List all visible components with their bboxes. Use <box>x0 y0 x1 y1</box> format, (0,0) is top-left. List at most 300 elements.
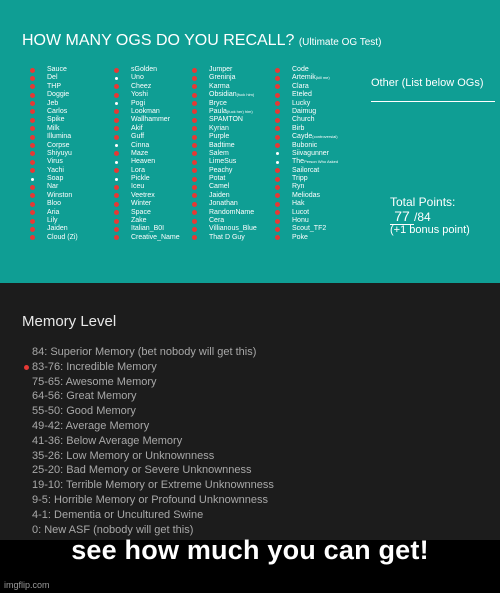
og-name-text: Del <box>47 74 58 82</box>
og-name-item <box>209 167 257 175</box>
og-name-item <box>47 192 78 200</box>
og-name-text: Akif <box>131 124 143 132</box>
og-name-text: Kyrian <box>209 124 229 132</box>
og-name-text: Italian_B0I <box>131 225 165 233</box>
og-name-note: (kill me) <box>315 75 330 81</box>
og-name-text: Milk <box>47 124 60 132</box>
og-name-text: Poke <box>292 233 308 241</box>
memory-level-text: 41-36: Below Average Memory <box>32 434 183 447</box>
memory-level-text: 64-56: Great Memory <box>32 390 137 403</box>
og-name-item <box>209 142 257 150</box>
og-name-text: Lucot <box>292 208 310 216</box>
og-name-item <box>131 217 180 225</box>
og-name-text: Iceu <box>131 183 145 191</box>
name-column-3 <box>209 66 257 242</box>
marked-dot-icon <box>114 135 119 140</box>
og-name-text: Yoshi <box>131 91 148 99</box>
og-name-text: Winter <box>131 200 152 208</box>
unmarked-dot-icon <box>115 161 118 164</box>
memory-level-text: 83-76: Incredible Memory <box>32 360 157 373</box>
og-name-text: Jonathan <box>209 200 238 208</box>
og-name-text: Sailorcat <box>292 166 320 174</box>
watermark: imgflip.com <box>4 580 50 590</box>
og-name-text: Purple <box>209 133 230 141</box>
og-name-item <box>209 100 257 108</box>
marked-dot-icon <box>275 126 280 131</box>
og-name-item <box>47 167 78 175</box>
memory-level-text: 4-1: Dementia or Uncultured Swine <box>32 508 204 521</box>
og-name-item <box>131 66 180 74</box>
og-name-item <box>209 150 257 158</box>
memory-level-item <box>32 404 274 419</box>
marked-dot-icon <box>192 160 197 165</box>
marked-dot-icon <box>30 160 35 165</box>
og-name-text: LimeSus <box>209 158 237 166</box>
og-name-text: That D Guy <box>209 233 245 241</box>
og-name-text: Cayde <box>292 133 313 141</box>
og-name-text: Cheez <box>131 82 152 90</box>
marked-dot-icon <box>30 185 35 190</box>
og-name-item <box>131 234 180 242</box>
marked-dot-icon <box>114 168 119 173</box>
og-name-item <box>292 83 338 91</box>
marked-dot-icon <box>192 185 197 190</box>
marked-dot-icon <box>30 109 35 114</box>
marked-dot-icon <box>192 202 197 207</box>
marked-dot-icon <box>275 219 280 224</box>
og-test-title: HOW MANY OGS DO YOU RECALL? (Ultimate OG Test) <box>22 32 382 49</box>
marked-dot-icon <box>275 210 280 215</box>
og-name-item <box>47 125 78 133</box>
og-name-text: Tripp <box>292 175 308 183</box>
memory-level-text: 25-20: Bad Memory or Severe Unknownness <box>32 464 252 477</box>
marked-dot-icon <box>192 210 197 215</box>
memory-level-text: 35-26: Low Memory or Unknownness <box>32 449 215 462</box>
og-name-text: Illumina <box>47 133 72 141</box>
og-name-item <box>131 167 180 175</box>
og-name-text: SPAMTON <box>209 116 243 124</box>
og-name-item <box>131 158 180 166</box>
og-name-text: Daimug <box>292 107 317 115</box>
og-name-item <box>47 66 78 74</box>
marked-dot-icon <box>114 185 119 190</box>
og-name-text: Cloud (Zi) <box>47 233 78 241</box>
og-name-text: Siivagunner <box>292 149 329 157</box>
unmarked-dot-icon <box>276 161 279 164</box>
og-name-item <box>47 217 78 225</box>
og-test-panel <box>0 0 500 283</box>
og-name-item <box>292 100 338 108</box>
marked-dot-icon <box>30 93 35 98</box>
og-name-item <box>292 142 338 150</box>
og-name-note: (controversial) <box>312 134 338 140</box>
og-name-item <box>292 91 338 99</box>
og-name-item <box>292 108 338 116</box>
og-name-item <box>292 125 338 133</box>
memory-level-text: 55-50: Good Memory <box>32 405 136 418</box>
marked-dot-icon <box>192 143 197 148</box>
og-name-item <box>131 91 180 99</box>
marked-dot-icon <box>275 168 280 173</box>
og-name-item <box>292 167 338 175</box>
og-name-item <box>292 192 338 200</box>
og-name-text: Lookman <box>131 107 160 115</box>
og-name-text: Cera <box>209 217 225 225</box>
og-name-text: Paula <box>209 107 227 115</box>
og-name-text: THP <box>47 82 61 90</box>
og-name-text: Carlos <box>47 107 68 115</box>
og-name-text: Winston <box>47 191 73 199</box>
og-name-item <box>47 158 78 166</box>
og-name-text: Cinna <box>131 141 150 149</box>
og-name-item <box>209 200 257 208</box>
memory-level-item <box>32 345 274 360</box>
og-name-item <box>292 175 338 183</box>
marked-dot-icon <box>275 84 280 89</box>
memory-level-text: 0: New ASF (nobody will get this) <box>32 523 194 536</box>
og-name-item <box>131 125 180 133</box>
og-name-text: Pickle <box>131 175 150 183</box>
marked-dot-icon <box>192 235 197 240</box>
memory-level-item <box>32 493 274 508</box>
og-name-item <box>131 108 180 116</box>
og-name-text: Maze <box>131 149 149 157</box>
marked-dot-icon <box>114 68 119 73</box>
unmarked-dot-icon <box>276 152 279 155</box>
og-name-item <box>131 183 180 191</box>
og-name-item <box>292 183 338 191</box>
marked-dot-icon <box>192 101 197 106</box>
marked-dot-icon <box>192 193 197 198</box>
og-name-item <box>292 150 338 158</box>
marked-dot-icon <box>114 118 119 123</box>
og-name-item <box>47 183 78 191</box>
og-name-item <box>47 116 78 124</box>
memory-level-text: 84: Superior Memory (bet nobody will get this) <box>32 346 257 358</box>
name-column-4 <box>292 66 338 242</box>
og-name-item <box>47 142 78 150</box>
memory-level-item <box>32 434 274 449</box>
marked-dot-icon <box>30 193 35 198</box>
marked-dot-icon <box>192 68 197 73</box>
memory-level-item <box>32 508 274 523</box>
og-name-item <box>292 209 338 217</box>
marked-dot-icon <box>30 84 35 89</box>
marked-dot-icon <box>30 126 35 131</box>
score-max: /84 <box>414 210 431 224</box>
og-name-text: Eteled <box>292 91 312 99</box>
og-name-item <box>209 74 257 82</box>
marked-dot-icon <box>275 143 280 148</box>
marked-dot-icon <box>30 168 35 173</box>
og-name-text: sGolden <box>131 66 158 73</box>
og-name-item <box>209 91 257 99</box>
marked-dot-icon <box>275 93 280 98</box>
og-name-item <box>131 225 180 233</box>
marked-dot-icon <box>30 151 35 156</box>
og-name-text: Camel <box>209 183 230 191</box>
marked-dot-icon <box>275 68 280 73</box>
og-name-item <box>292 133 338 141</box>
og-name-text: Jumper <box>209 66 233 73</box>
og-name-item <box>47 83 78 91</box>
og-name-text: Church <box>292 116 315 124</box>
og-name-item <box>292 200 338 208</box>
marked-dot-icon <box>192 109 197 114</box>
name-column-2 <box>131 66 180 242</box>
og-name-text: Nar <box>47 183 59 191</box>
og-name-item <box>47 150 78 158</box>
marked-dot-icon <box>114 109 119 114</box>
memory-level-item <box>32 478 274 493</box>
og-name-text: Uno <box>131 74 144 82</box>
og-name-text: Guff <box>131 133 145 141</box>
og-name-item <box>209 192 257 200</box>
marked-dot-icon <box>30 219 35 224</box>
og-name-item <box>209 133 257 141</box>
og-name-text: Bloo <box>47 200 62 208</box>
og-name-item <box>131 209 180 217</box>
og-name-text: Creative_Name <box>131 233 180 241</box>
marked-dot-icon <box>275 227 280 232</box>
memory-level-title: Memory Level <box>22 313 117 330</box>
og-name-text: Aria <box>47 208 60 216</box>
marked-dot-icon <box>30 210 35 215</box>
og-name-item <box>47 234 78 242</box>
og-name-text: Birb <box>292 124 305 132</box>
marked-dot-icon <box>114 235 119 240</box>
marked-dot-icon <box>192 126 197 131</box>
og-name-item <box>131 83 180 91</box>
og-name-note: (fuck him) <box>236 92 255 98</box>
og-name-item <box>131 100 180 108</box>
og-name-item <box>47 91 78 99</box>
og-name-item <box>209 217 257 225</box>
og-name-text: Scout_TF2 <box>292 225 327 233</box>
og-name-text: Clara <box>292 82 309 90</box>
og-name-item <box>292 158 338 166</box>
og-name-text: Code <box>292 66 309 73</box>
total-points-label: Total Points: <box>390 195 456 209</box>
og-name-text: Badtime <box>209 141 235 149</box>
og-name-item <box>209 234 257 242</box>
og-name-item <box>209 108 257 116</box>
og-name-text: Heaven <box>131 158 156 166</box>
memory-level-list <box>32 345 274 537</box>
memory-level-text: 19-10: Terrible Memory or Extreme Unknownness <box>32 479 274 492</box>
og-name-item <box>209 158 257 166</box>
og-name-text: The <box>292 158 305 166</box>
og-name-item <box>47 108 78 116</box>
marked-dot-icon <box>30 227 35 232</box>
og-name-text: Yachi <box>47 166 64 174</box>
total-points-score <box>390 208 431 225</box>
marked-dot-icon <box>30 68 35 73</box>
og-name-text: Pogi <box>131 99 146 107</box>
og-name-item <box>47 225 78 233</box>
marked-dot-icon <box>114 210 119 215</box>
marked-dot-icon <box>275 193 280 198</box>
memory-level-text: 9-5: Horrible Memory or Profound Unknownness <box>32 493 268 506</box>
marked-dot-icon <box>192 84 197 89</box>
og-name-text: Wallhammer <box>131 116 171 124</box>
marked-dot-icon <box>275 135 280 140</box>
og-name-item <box>131 116 180 124</box>
og-name-item <box>47 200 78 208</box>
og-name-item <box>47 209 78 217</box>
marked-dot-icon <box>30 118 35 123</box>
marked-dot-icon <box>275 177 280 182</box>
marked-dot-icon <box>114 219 119 224</box>
marked-dot-icon <box>114 93 119 98</box>
marked-dot-icon <box>192 177 197 182</box>
og-name-item <box>131 142 180 150</box>
marked-dot-icon <box>192 118 197 123</box>
og-name-item <box>209 225 257 233</box>
og-name-item <box>131 200 180 208</box>
og-name-item <box>131 192 180 200</box>
marked-dot-icon <box>30 202 35 207</box>
og-name-item <box>292 66 338 74</box>
name-column-1 <box>47 66 78 242</box>
marked-dot-icon <box>192 227 197 232</box>
og-name-text: Potat <box>209 175 226 183</box>
og-name-text: Jaiden <box>47 225 68 233</box>
unmarked-dot-icon <box>115 102 118 105</box>
bonus-point-label: (+1 bonus point) <box>390 224 470 236</box>
og-name-item <box>209 183 257 191</box>
og-name-text: Corpse <box>47 141 70 149</box>
og-name-text: Bryce <box>209 99 227 107</box>
marked-dot-icon <box>114 202 119 207</box>
other-ogs-label: Other (List below OGs) <box>371 77 484 89</box>
marked-dot-icon <box>192 168 197 173</box>
memory-level-item <box>32 463 274 478</box>
og-name-item <box>131 133 180 141</box>
marked-dot-icon <box>30 135 35 140</box>
og-name-item <box>47 133 78 141</box>
memory-level-panel <box>0 283 500 540</box>
og-name-text: Veetrex <box>131 191 155 199</box>
og-name-text: Zake <box>131 217 147 225</box>
og-name-text: Shiyuyu <box>47 149 72 157</box>
score-value: 77 <box>390 208 414 225</box>
og-name-text: Lily <box>47 217 58 225</box>
marked-dot-icon <box>114 193 119 198</box>
og-name-item <box>131 175 180 183</box>
og-name-text: Meliodas <box>292 191 321 199</box>
unmarked-dot-icon <box>31 178 34 181</box>
marked-dot-icon <box>30 143 35 148</box>
og-name-text: Ryn <box>292 183 305 191</box>
og-name-text: Honu <box>292 217 309 225</box>
marked-dot-icon <box>275 118 280 123</box>
og-name-text: Artemik <box>292 74 316 82</box>
og-name-text: Spike <box>47 116 65 124</box>
og-name-item <box>292 116 338 124</box>
memory-level-text: 75-65: Awesome Memory <box>32 375 157 388</box>
og-name-text: Karma <box>209 82 230 90</box>
other-ogs-line <box>371 101 495 102</box>
og-name-item <box>131 150 180 158</box>
og-name-note: (fuck her) him) <box>226 108 253 114</box>
og-name-text: Lucky <box>292 99 311 107</box>
og-name-item <box>47 100 78 108</box>
marked-dot-icon <box>275 185 280 190</box>
memory-level-text: 49-42: Average Memory <box>32 419 150 432</box>
og-name-text: Jeb <box>47 99 59 107</box>
og-name-text: Hak <box>292 200 305 208</box>
memory-level-item <box>32 375 274 390</box>
og-name-item <box>47 74 78 82</box>
unmarked-dot-icon <box>115 144 118 147</box>
marked-dot-icon <box>114 84 119 89</box>
unmarked-dot-icon <box>115 77 118 80</box>
memory-level-item <box>32 389 274 404</box>
og-name-text: Doggie <box>47 91 70 99</box>
og-name-text: Space <box>131 208 151 216</box>
og-name-item <box>292 74 338 82</box>
marked-dot-icon <box>114 151 119 156</box>
og-name-text: Virus <box>47 158 63 166</box>
marked-dot-icon <box>30 76 35 81</box>
meme-caption: see how much you can get! <box>71 535 429 565</box>
og-name-item <box>47 175 78 183</box>
memory-level-item <box>32 360 274 375</box>
marked-dot-icon <box>114 126 119 131</box>
marked-dot-icon <box>114 227 119 232</box>
marked-dot-icon <box>30 235 35 240</box>
og-name-text: Salem <box>209 149 229 157</box>
og-name-item <box>209 125 257 133</box>
unmarked-dot-icon <box>115 178 118 181</box>
og-name-text: Bubonic <box>292 141 318 149</box>
marked-dot-icon <box>192 151 197 156</box>
og-name-item <box>209 83 257 91</box>
marked-dot-icon <box>192 76 197 81</box>
marked-dot-icon <box>30 101 35 106</box>
og-name-text: Greninja <box>209 74 236 82</box>
marked-dot-icon <box>24 365 29 370</box>
og-name-text: Obsidian <box>209 91 237 99</box>
og-name-text: Peachy <box>209 166 233 174</box>
og-name-item <box>209 66 257 74</box>
og-name-text: Sauce <box>47 66 67 73</box>
marked-dot-icon <box>275 109 280 114</box>
marked-dot-icon <box>275 235 280 240</box>
og-name-text: Jaiden <box>209 191 230 199</box>
og-name-note: Person Who Asked <box>304 159 339 165</box>
memory-level-item <box>32 419 274 434</box>
og-name-text: Soap <box>47 175 64 183</box>
marked-dot-icon <box>275 202 280 207</box>
og-name-item <box>292 234 338 242</box>
marked-dot-icon <box>275 76 280 81</box>
og-name-text: RandomName <box>209 208 255 216</box>
og-name-item <box>131 74 180 82</box>
og-name-text: Villianous_Blue <box>209 225 257 233</box>
marked-dot-icon <box>192 135 197 140</box>
marked-dot-icon <box>192 219 197 224</box>
og-name-item <box>292 225 338 233</box>
marked-dot-icon <box>192 93 197 98</box>
og-name-item <box>209 209 257 217</box>
og-name-item <box>209 116 257 124</box>
og-name-item <box>292 217 338 225</box>
og-name-text: Lora <box>131 166 146 174</box>
og-name-item <box>209 175 257 183</box>
marked-dot-icon <box>275 101 280 106</box>
